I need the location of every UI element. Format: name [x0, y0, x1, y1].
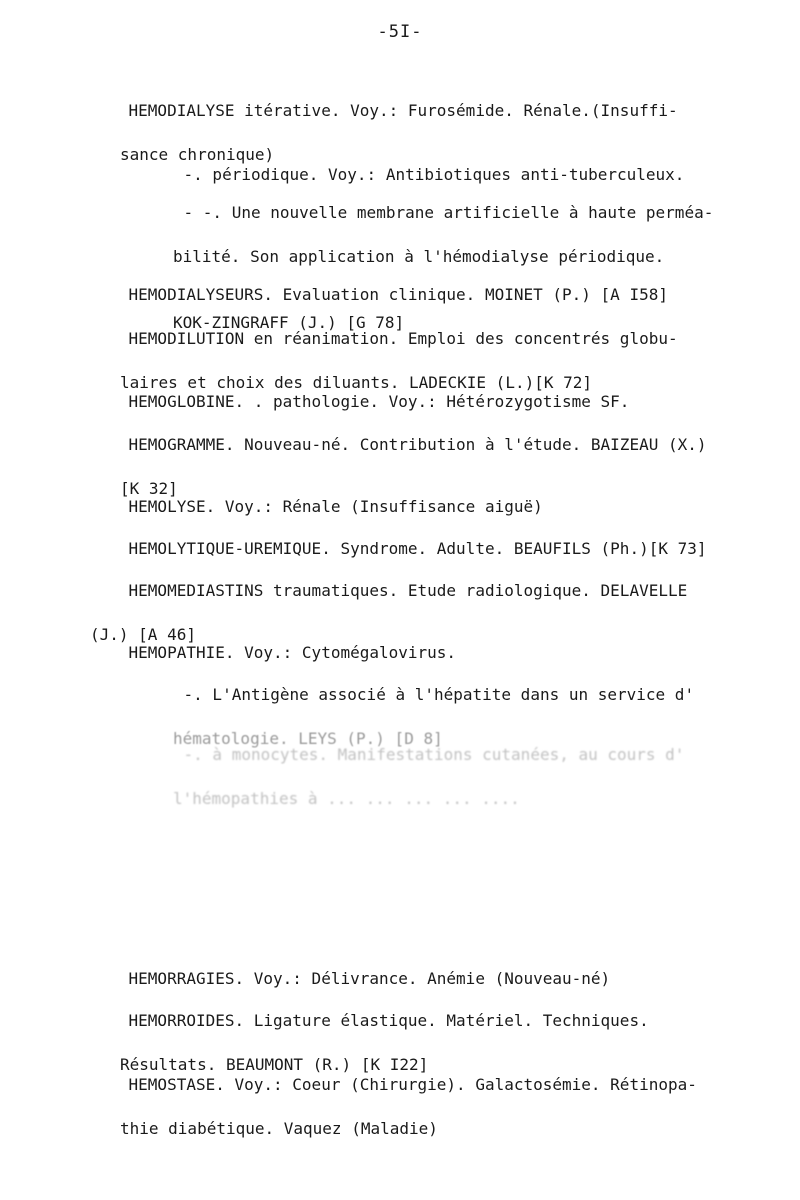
- entry-line: HEMOPATHIE. Voy.: Cytomégalovirus.: [128, 643, 457, 662]
- entry-line: -. à monocytes. Manifestations cutanées, au cours d': [183, 745, 685, 764]
- entry-line: HEMOGLOBINE. . pathologie. Voy.: Hétérozygotisme SF.: [128, 392, 630, 411]
- index-entry: [90, 1052, 730, 1184]
- entry-line: laires et choix des diluants. LADECKIE (L.)[K 72]: [120, 373, 593, 392]
- entry-line: (J.) [A 46]: [90, 625, 196, 644]
- entry-line: HEMORROIDES. Ligature élastique. Matériel. Techniques.: [128, 1011, 649, 1030]
- entry-line: HEMOSTASE. Voy.: Coeur (Chirurgie). Galactosémie. Rétinopa-: [128, 1075, 697, 1094]
- entry-line: HEMOLYTIQUE-UREMIQUE. Syndrome. Adulte. BEAUFILS (Ph.)[K 73]: [128, 539, 707, 558]
- page-number: -5I-: [377, 22, 423, 42]
- entry-line: HEMODILUTION en réanimation. Emploi des concentrés globu-: [128, 329, 678, 348]
- entry-line: sance chronique): [120, 145, 275, 164]
- entry-line: - -. Une nouvelle membrane artificielle à haute perméa-: [183, 203, 714, 222]
- entry-line: bilité. Son application à l'hémodialyse périodique.: [173, 247, 665, 266]
- entry-line: [K 32]: [120, 479, 178, 498]
- entry-line: HEMOLYSE. Voy.: Rénale (Insuffisance aiguë): [128, 497, 543, 516]
- entry-line: HEMODIALYSE itérative. Voy.: Furosémide. Rénale.(Insuffi-: [128, 101, 678, 120]
- entry-line: hématologie. LEYS (P.) [D 8]: [173, 729, 443, 748]
- entry-line: Résultats. BEAUMONT (R.) [K I22]: [120, 1055, 429, 1074]
- entry-line: l'hémopathies à ... ... ... ... ....: [173, 789, 520, 808]
- entry-line: thie diabétique. Vaquez (Maladie): [120, 1119, 438, 1138]
- index-subentry-faded: [145, 722, 735, 854]
- entry-line: HEMOGRAMME. Nouveau-né. Contribution à l'étude. BAIZEAU (X.): [128, 435, 707, 454]
- entry-line: HEMORRAGIES. Voy.: Délivrance. Anémie (Nouveau-né): [128, 969, 611, 988]
- entry-line: HEMODIALYSEURS. Evaluation clinique. MOINET (P.) [A I58]: [128, 285, 668, 304]
- entry-line: HEMOMEDIASTINS traumatiques. Etude radiologique. DELAVELLE: [128, 581, 688, 600]
- entry-line: KOK-ZINGRAFF (J.) [G 78]: [173, 313, 405, 332]
- entry-line: -. périodique. Voy.: Antibiotiques anti-tuberculeux.: [183, 165, 685, 184]
- entry-line: -. L'Antigène associé à l'hépatite dans un service d': [183, 685, 695, 704]
